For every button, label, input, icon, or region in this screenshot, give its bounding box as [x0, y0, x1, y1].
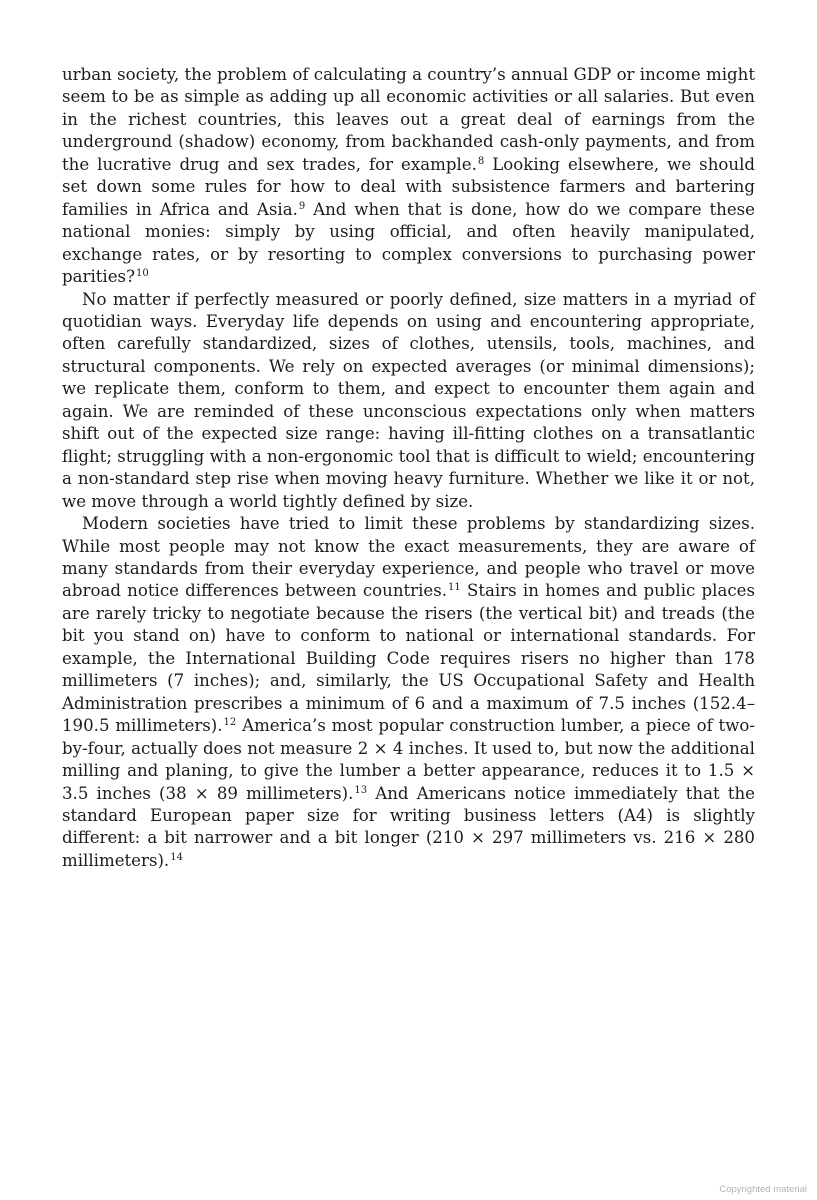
body-text [62, 64, 755, 872]
paragraph-text: urban society, the problem of calculating a country’s annual GDP or income might seem to be as simple as adding up all economic activities or all salaries. But even in the richest countries, this leaves out a great deal of earnings from the underground (shadow) economy, from backhanded cash-only payments, and from the lucrative drug and sex trades, for example. [62, 65, 755, 174]
paragraph-text: America’s most popular construction lumber, a piece of two-by-four, actually does not measure 2 × 4 inches. It used to, but now the additional milling and planing, to give the lumber a better appearance, reduces it to 1.5 × 3.5 inches (38 × 89 millimeters). [62, 716, 755, 803]
footnote-marker[interactable]: 10 [135, 268, 149, 280]
paragraph-text: And when that is done, how do we compare these national monies: simply by using official, and often heavily manipulated, exchange rates, or by resorting to complex conversions to purchasing power parities? [62, 199, 755, 287]
paragraph-text: And Americans notice immediately that the standard European paper size for writing business letters (A4) is slightly different: a bit narrower and a bit longer (210 × 297 millimeters vs. 216 × 280 millimeters). [62, 783, 756, 870]
footnote-marker[interactable]: 13 [354, 784, 368, 796]
footnote-marker[interactable]: 8 [477, 155, 485, 167]
paragraph-text: Looking elsewhere, we should set down some rules for how to deal with subsistence farmers and bartering families in Africa and Asia. [62, 154, 755, 219]
paragraph-3 [62, 513, 755, 872]
footnote-marker[interactable]: 11 [448, 582, 461, 594]
document-page [62, 64, 755, 872]
footnote-marker[interactable]: 12 [223, 717, 237, 729]
paragraph-text: Modern societies have tried to limit these problems by standardizing sizes. While most people may not know the exact measurements, they are aware of many standards from their everyday experience, and people who travel or move abroad notice differences between countries. [62, 514, 755, 601]
copyright-watermark: Copyrighted material [719, 1184, 807, 1195]
paragraph-text: No matter if perfectly measured or poorly defined, size matters in a myriad of quotidian ways. Everyday life depends on using and encountering appropriate, often carefully standardized, sizes of clothes, utensils, tools, machines, and structural components. We rely on expected averages (or minimal dimensions); we replicate them, conform to them, and expect to encounter them again and again. We are reminded of these unconscious expectations only when matters shift out of the expected size range: having ill-fitting clothes on a transatlantic flight; struggling with a non-ergonomic tool that is difficult to wield; encountering a non-standard step rise when moving heavy furniture. Whether we like it or not, we move through a world tightly defined by size. [62, 289, 755, 511]
paragraph-2 [62, 289, 755, 514]
footnote-marker[interactable]: 14 [170, 851, 183, 863]
paragraph-text: Stairs in homes and public places are rarely tricky to negotiate because the risers (the vertical bit) and treads (the bit you stand on) have to conform to national or international standards. For example, the International Building Code requires risers no higher than 178 millimeters (7 inches); and, similarly, the US Occupational Safety and Health Administration prescribes a minimum of 6 and a maximum of 7.5 inches (152.4–190.5 millimeters). [62, 581, 755, 736]
footnote-marker[interactable]: 9 [298, 200, 306, 212]
paragraph-1 [62, 64, 755, 289]
